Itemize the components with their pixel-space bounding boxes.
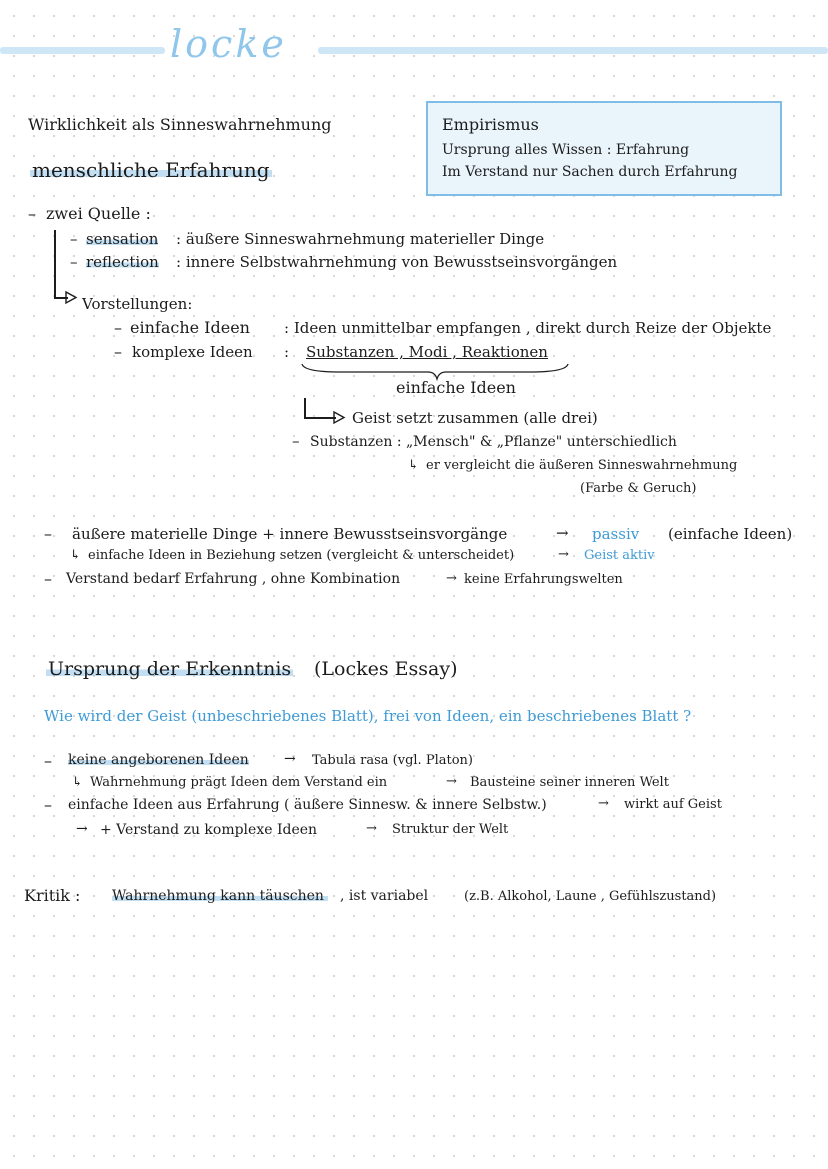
kritik-c: (z.B. Alkohol, Laune , Gefühlszustand) — [464, 889, 717, 904]
zwei-quelle: zwei Quelle : — [46, 204, 151, 223]
dash-marker: – — [44, 569, 52, 588]
box-title: Empirismus — [442, 115, 539, 134]
title-bar-right — [318, 47, 828, 54]
komplexe-ideen-def: Substanzen , Modi , Reaktionen — [306, 343, 548, 361]
dash-marker: – — [44, 751, 52, 770]
s2-line3-text: Verstand bedarf Erfahrung , ohne Kombination — [66, 571, 401, 587]
ursprung-heading-sub: (Lockes Essay) — [314, 658, 458, 680]
s2-passiv: passiv — [592, 525, 640, 543]
dash-marker: – — [114, 342, 122, 361]
heading-menschliche-erfahrung: menschliche Erfahrung — [32, 158, 270, 182]
reflection-text: : innere Selbstwahrnehmung von Bewusstseinsvorgängen — [176, 253, 618, 271]
geist-line-vertical — [304, 398, 306, 418]
arrow-icon: → — [76, 821, 88, 837]
substanzen-line: Substanzen : „Mensch" & „Pflanze" unterschiedlich — [310, 434, 677, 450]
page-title: locke — [170, 22, 287, 66]
arrow-icon: → — [598, 796, 609, 811]
arrow-icon: → — [284, 751, 296, 767]
s2-einfache: (einfache Ideen) — [668, 525, 793, 543]
reflection-key: reflection — [86, 253, 159, 271]
u-line4-end: Struktur der Welt — [392, 822, 509, 837]
arrow-icon: → — [446, 571, 457, 586]
einfache-ideen: einfache Ideen — [130, 318, 250, 337]
vergleich-line: er vergleicht die äußeren Sinneswahrnehmung — [426, 458, 738, 473]
komplexe-sep: : — [284, 343, 290, 361]
s2-line1-text: äußere materielle Dinge + innere Bewusstseinsvorgänge — [72, 525, 508, 543]
u-line4-text: + Verstand zu komplexe Ideen — [100, 822, 318, 838]
geist-setzt-zusammen: Geist setzt zusammen (alle drei) — [352, 409, 598, 427]
arrow-icon: → — [558, 547, 569, 562]
dash-marker: – — [44, 524, 52, 543]
sensation-key: sensation — [86, 230, 159, 248]
arrow-icon: → — [446, 774, 457, 789]
u-line2-end: Bausteine seiner inneren Welt — [470, 775, 669, 790]
tree-arrow-icon — [66, 292, 78, 304]
box-line-verstand: Im Verstand nur Sachen durch Erfahrung — [442, 164, 738, 180]
s2-line3-end: keine Erfahrungswelten — [464, 572, 623, 587]
u-line3-end: wirkt auf Geist — [624, 797, 722, 812]
geist-line-horizontal — [304, 417, 336, 419]
geist-arrow-icon — [334, 412, 346, 424]
einfache-ideen-def: : Ideen unmittelbar empfangen , direkt durch Reize der Objekte — [284, 319, 772, 337]
s2-line2-text: einfache Ideen in Beziehung setzen (vergleicht & unterscheidet) — [88, 548, 515, 563]
u-line2-text: Wahrnehmung prägt Ideen dem Verstand ein — [90, 775, 388, 790]
dash-marker: – — [292, 432, 300, 450]
komplexe-ideen: komplexe Ideen — [132, 343, 253, 361]
kritik-label: Kritik : — [24, 886, 81, 905]
kritik-b: , ist variabel — [340, 888, 429, 904]
tree-line-vertical — [54, 230, 56, 298]
u-line3-text: einfache Ideen aus Erfahrung ( äußere Sinnesw. & innere Selbstw.) — [68, 797, 547, 813]
dash-marker: – — [44, 795, 52, 814]
ursprung-question: Wie wird der Geist (unbeschriebenes Blatt), frei von Ideen, ein beschriebenes Blatt ? — [44, 707, 692, 725]
box-line-ursprung: Ursprung alles Wissen : Erfahrung — [442, 142, 690, 158]
sub-arrow-icon: ↳ — [72, 775, 83, 790]
u-line1-end: Tabula rasa (vgl. Platon) — [312, 753, 473, 768]
farbe-geruch: (Farbe & Geruch) — [580, 481, 697, 496]
sensation-text: : äußere Sinneswahrnehmung materieller Dinge — [176, 230, 545, 248]
vorstellungen-label: Vorstellungen: — [82, 295, 193, 313]
ursprung-heading: Ursprung der Erkenntnis — [48, 658, 292, 680]
sub-arrow-icon: ↳ — [70, 548, 81, 563]
empirismus-box — [426, 101, 782, 196]
dash-marker: – — [28, 204, 36, 223]
dash-marker: – — [114, 318, 122, 337]
dash-marker: – — [70, 230, 78, 248]
kritik-a: Wahrnehmung kann täuschen — [112, 889, 328, 903]
title-bar-left — [0, 47, 165, 54]
dash-marker: – — [70, 253, 78, 271]
u-line1-text: keine angeborenen Ideen — [68, 752, 249, 768]
sub-arrow-icon: ↳ — [408, 458, 419, 473]
arrow-icon: → — [366, 821, 377, 836]
s2-geist-aktiv: Geist aktiv — [584, 548, 655, 563]
arrow-icon: → — [556, 524, 569, 542]
brace-label: einfache Ideen — [396, 378, 516, 397]
heading-wirklichkeit: Wirklichkeit als Sinneswahrnehmung — [28, 115, 332, 134]
